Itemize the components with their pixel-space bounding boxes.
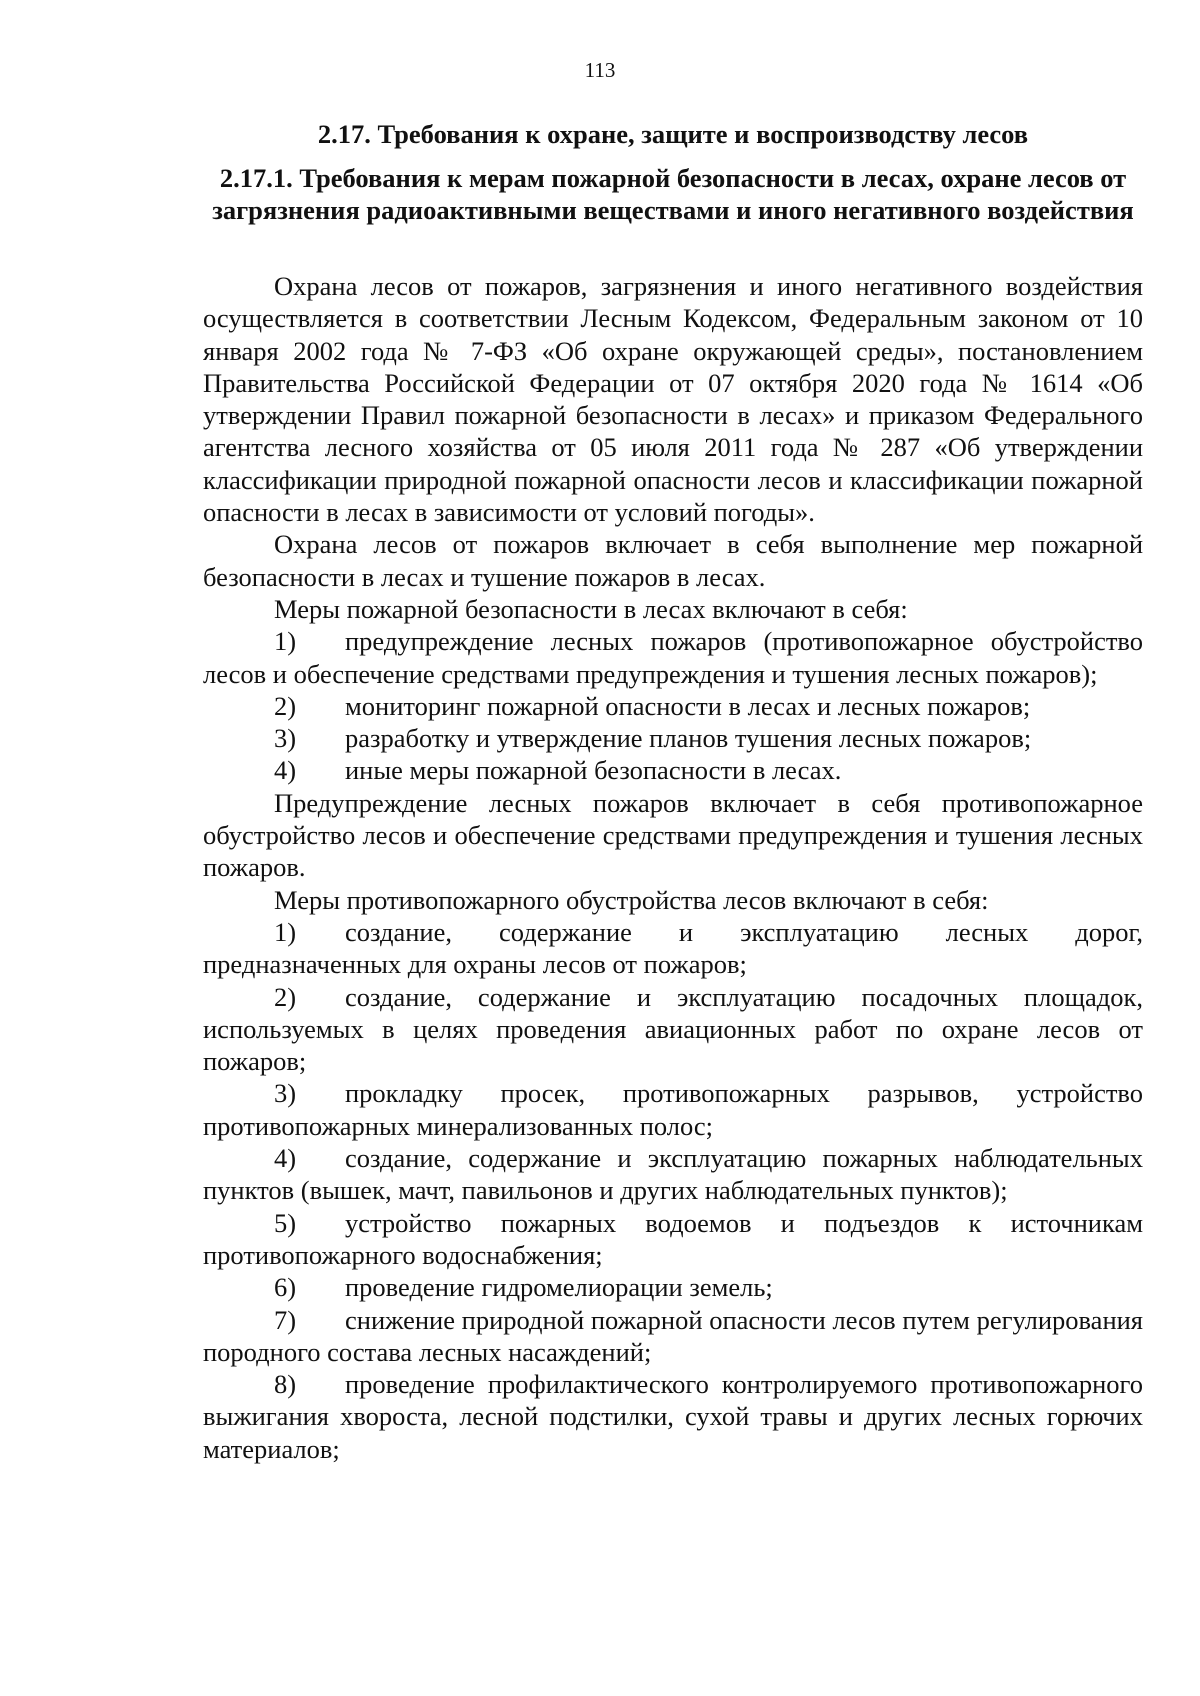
- list-item-number: 8): [274, 1369, 297, 1400]
- paragraph-fire-safety-measures-intro: Меры пожарной безопасности в лесах включают в себя:: [274, 593, 908, 624]
- list-item: [203, 1271, 1143, 1303]
- page-number: 113: [584, 58, 616, 82]
- document-body: [203, 270, 1143, 1465]
- list-item-text: предупреждение лесных пожаров (противопожарное обустройство лесов и обеспечение средствами предупреждения и тушения лесных пожаров);: [203, 626, 1143, 689]
- list-item-number: 1): [274, 916, 297, 947]
- list-item-text: прокладку просек, противопожарных разрывов, устройство противопожарных минерализованных полос;: [203, 1078, 1143, 1141]
- paragraph-fire-prevention: Предупреждение лесных пожаров включает в себя противопожарное обустройство лесов и обеспечение средствами предупреждения и тушения лесных пожаров.: [203, 787, 1143, 883]
- list-item-number: 4): [274, 1143, 297, 1174]
- list-item-text: снижение природной пожарной опасности лесов путем регулирования породного состава лесных насаждений;: [203, 1304, 1143, 1367]
- list-item-text: проведение гидромелиорации земель;: [345, 1272, 773, 1303]
- list-item: [203, 754, 1143, 786]
- list-item: [203, 1077, 1143, 1142]
- list-item-text: иные меры пожарной безопасности в лесах.: [345, 755, 842, 786]
- list-item-number: 3): [274, 1078, 297, 1109]
- paragraph-legal-basis: Охрана лесов от пожаров, загрязнения и иного негативного воздействия осуществляется в соответствии Лесным Кодексом, Федеральным законом от 10 января 2002 года № 7-ФЗ «Об охране окружающей среды», постановлением Правительства Российской Федерации от 07 октября 2020 года № 1614 «Об утверждении Правил пожарной безопасности в лесах» и приказом Федерального агентства лесного хозяйства от 05 июля 2011 года № 287 «Об утверждении классификации природной пожарной опасности лесов и классификации пожарной опасности в лесах в зависимости от условий погоды».: [203, 271, 1143, 528]
- fire-safety-measures-list: [203, 625, 1143, 786]
- list-item-text: проведение профилактического контролируемого противопожарного выжигания хвороста, лесной подстилки, сухой травы и других лесных горючих материалов;: [203, 1369, 1143, 1464]
- list-item: [203, 981, 1143, 1078]
- list-item-text: устройство пожарных водоемов и подъездов к источникам противопожарного водоснабжения;: [203, 1207, 1143, 1270]
- list-item-number: 3): [274, 723, 297, 754]
- list-item-number: 2): [274, 690, 297, 721]
- list-item: [203, 690, 1143, 722]
- list-item: [203, 1368, 1143, 1465]
- list-item-number: 7): [274, 1304, 297, 1335]
- subsection-heading: 2.17.1. Требования к мерам пожарной безопасности в лесах, охране лесов от загрязнения радиоактивными веществами и иного негативного воздействия: [212, 163, 1134, 225]
- list-item-number: 2): [274, 981, 297, 1012]
- list-item-text: мониторинг пожарной опасности в лесах и лесных пожаров;: [345, 690, 1031, 721]
- arrangement-measures-list: [203, 916, 1143, 1465]
- list-item: [203, 916, 1143, 981]
- paragraph-arrangement-measures-intro: Меры противопожарного обустройства лесов включают в себя:: [274, 884, 989, 915]
- list-item: [203, 1142, 1143, 1207]
- list-item-number: 1): [274, 626, 297, 657]
- paragraph-fire-protection-scope: Охрана лесов от пожаров включает в себя выполнение мер пожарной безопасности в лесах и тушение пожаров в лесах.: [203, 529, 1143, 592]
- list-item: [203, 1304, 1143, 1369]
- list-item-number: 5): [274, 1207, 297, 1238]
- list-item-text: создание, содержание и эксплуатацию посадочных площадок, используемых в целях проведения авиационных работ по охране лесов от пожаров;: [203, 981, 1143, 1077]
- list-item: [203, 1207, 1143, 1272]
- list-item: [203, 722, 1143, 754]
- list-item-number: 6): [274, 1272, 297, 1303]
- list-item-number: 4): [274, 755, 297, 786]
- list-item-text: создание, содержание и эксплуатацию лесных дорог, предназначенных для охраны лесов от пожаров;: [203, 916, 1143, 980]
- section-heading: 2.17. Требования к охране, защите и воспроизводству лесов: [317, 119, 1029, 149]
- list-item-text: создание, содержание и эксплуатацию пожарных наблюдательных пунктов (вышек, мачт, павильонов и других наблюдательных пунктов);: [203, 1143, 1143, 1206]
- list-item-text: разработку и утверждение планов тушения лесных пожаров;: [345, 723, 1032, 754]
- list-item: [203, 625, 1143, 690]
